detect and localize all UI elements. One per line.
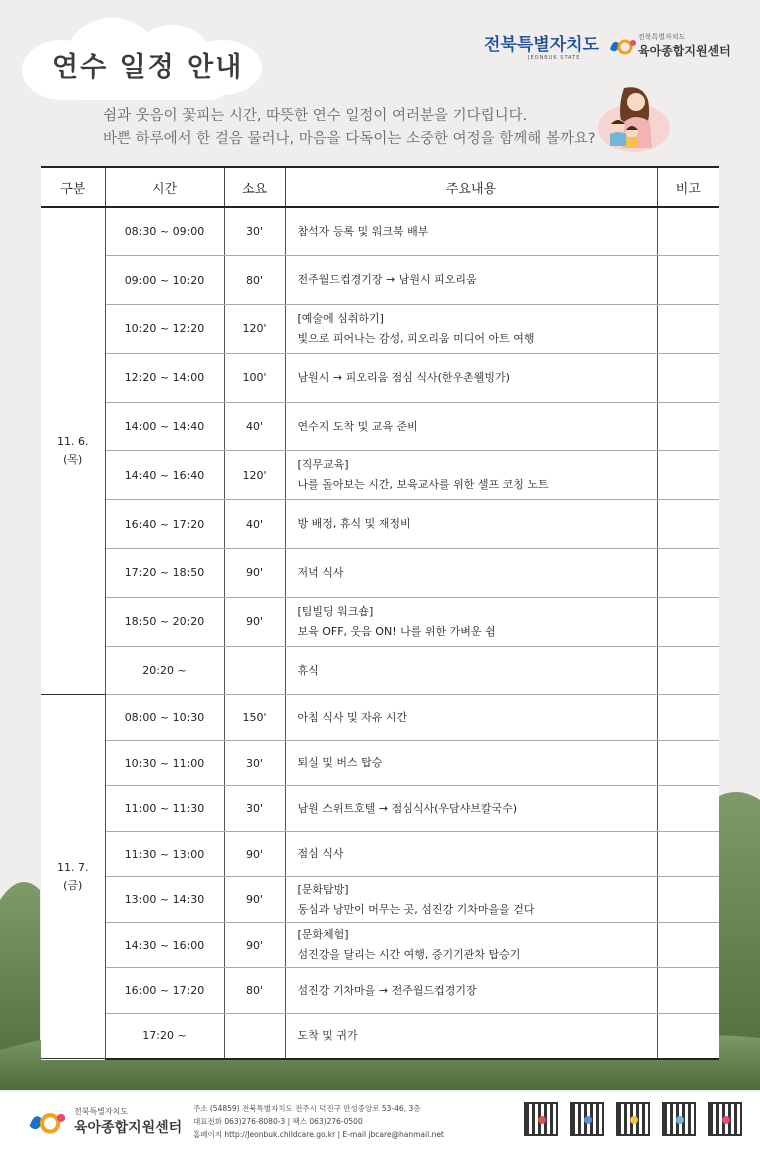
time-cell: 13:00 ~ 14:30 bbox=[105, 877, 224, 923]
content-line-1: 방 배정, 휴식 및 재정비 bbox=[297, 517, 411, 531]
content-cell bbox=[285, 922, 657, 968]
duration-cell: 120' bbox=[224, 451, 285, 500]
content-cell bbox=[285, 549, 657, 598]
note-cell bbox=[657, 451, 719, 500]
qr-code-icon[interactable] bbox=[524, 1102, 558, 1136]
time-cell: 14:30 ~ 16:00 bbox=[105, 922, 224, 968]
content-cell bbox=[285, 740, 657, 786]
table-row bbox=[41, 256, 719, 305]
table-row bbox=[41, 451, 719, 500]
childcare-logo-main: 육아종합지원센터 bbox=[638, 44, 731, 58]
content-cell bbox=[285, 695, 657, 741]
content-line-1: 저녁 식사 bbox=[297, 565, 344, 579]
content-line-1: 휴식 bbox=[297, 663, 319, 677]
content-line-1: 점심 식사 bbox=[297, 847, 344, 861]
table-row bbox=[41, 740, 719, 786]
jeonbuk-logo-subtext: JEONBUK STATE bbox=[528, 55, 581, 61]
time-cell: 16:40 ~ 17:20 bbox=[105, 500, 224, 549]
footer-logo-small: 전북특별자치도 bbox=[74, 1107, 129, 1116]
note-cell bbox=[657, 831, 719, 877]
footer-logo-icon bbox=[22, 1107, 70, 1137]
duration-cell: 30' bbox=[224, 740, 285, 786]
content-cell bbox=[285, 207, 657, 256]
time-cell: 10:30 ~ 11:00 bbox=[105, 740, 224, 786]
table-row bbox=[41, 968, 719, 1014]
content-line-1: 연수지 도착 및 교육 준비 bbox=[297, 419, 418, 433]
content-cell bbox=[285, 256, 657, 305]
duration-cell: 30' bbox=[224, 786, 285, 832]
note-cell bbox=[657, 597, 719, 646]
time-cell: 14:00 ~ 14:40 bbox=[105, 402, 224, 451]
time-cell: 20:20 ~ bbox=[105, 646, 224, 695]
day-date: 11. 7. bbox=[57, 860, 89, 874]
note-cell bbox=[657, 922, 719, 968]
content-cell bbox=[285, 877, 657, 923]
duration-cell: 100' bbox=[224, 353, 285, 402]
content-cell bbox=[285, 402, 657, 451]
note-cell bbox=[657, 353, 719, 402]
duration-cell: 40' bbox=[224, 402, 285, 451]
duration-cell: 80' bbox=[224, 968, 285, 1014]
duration-cell bbox=[224, 646, 285, 695]
note-cell bbox=[657, 1013, 719, 1059]
note-cell bbox=[657, 305, 719, 354]
content-line-1: [팀빌딩 워크숍] bbox=[297, 604, 374, 618]
content-cell bbox=[285, 451, 657, 500]
table-row bbox=[41, 402, 719, 451]
note-cell bbox=[657, 968, 719, 1014]
header-category: 구분 bbox=[41, 167, 105, 207]
schedule-table bbox=[41, 166, 719, 1060]
day-weekday: (금) bbox=[63, 878, 83, 892]
content-line-1: 참석자 등록 및 워크북 배부 bbox=[297, 224, 429, 238]
header-duration: 소요 bbox=[224, 167, 285, 207]
childcare-center-logo bbox=[606, 32, 731, 59]
content-line-1: 섬진강 기차마을 → 전주월드컵경기장 bbox=[297, 983, 477, 997]
content-line-1: [문화탐방] bbox=[297, 882, 349, 896]
content-line-1: 퇴실 및 버스 탑승 bbox=[297, 756, 383, 770]
page-title: 연수 일정 안내 bbox=[52, 52, 244, 83]
content-line-1: 도착 및 귀가 bbox=[297, 1028, 358, 1042]
table-row bbox=[41, 831, 719, 877]
note-cell bbox=[657, 786, 719, 832]
note-cell bbox=[657, 402, 719, 451]
qr-code-icon[interactable] bbox=[708, 1102, 742, 1136]
content-line-2: 보육 OFF, 웃음 ON! 나를 위한 가벼운 쉼 bbox=[297, 624, 496, 638]
footer-contact-info bbox=[193, 1102, 444, 1141]
note-cell bbox=[657, 207, 719, 256]
content-cell bbox=[285, 597, 657, 646]
table-row bbox=[41, 597, 719, 646]
header-content: 주요내용 bbox=[285, 167, 657, 207]
day-weekday: (목) bbox=[63, 453, 83, 467]
content-cell bbox=[285, 968, 657, 1014]
content-line-1: [예술에 심취하기] bbox=[297, 311, 384, 325]
header-note: 비고 bbox=[657, 167, 719, 207]
duration-cell bbox=[224, 1013, 285, 1059]
duration-cell: 90' bbox=[224, 597, 285, 646]
intro-text bbox=[103, 105, 596, 151]
footer-logo bbox=[22, 1106, 182, 1137]
duration-cell: 90' bbox=[224, 877, 285, 923]
day-cell bbox=[41, 207, 105, 695]
table-row bbox=[41, 1013, 719, 1059]
table-row bbox=[41, 877, 719, 923]
time-cell: 10:20 ~ 12:20 bbox=[105, 305, 224, 354]
time-cell: 11:00 ~ 11:30 bbox=[105, 786, 224, 832]
duration-cell: 90' bbox=[224, 831, 285, 877]
mother-children-illustration bbox=[594, 82, 674, 156]
footer-address: 주소 (54859) 전북특별자치도 전주시 덕진구 만성중앙로 53-46, 3층 bbox=[193, 1104, 421, 1113]
content-cell bbox=[285, 646, 657, 695]
footer-logo-main: 육아종합지원센터 bbox=[74, 1120, 183, 1136]
note-cell bbox=[657, 740, 719, 786]
childcare-logo-small: 전북특별자치도 bbox=[638, 33, 686, 41]
content-line-1: 전주월드컵경기장 → 남원시 피오리움 bbox=[297, 273, 477, 287]
content-cell bbox=[285, 831, 657, 877]
time-cell: 16:00 ~ 17:20 bbox=[105, 968, 224, 1014]
content-line-2: 나를 돌아보는 시간, 보육교사를 위한 셀프 코칭 노트 bbox=[297, 478, 549, 492]
intro-line-1: 쉼과 웃음이 꽃피는 시간, 따뜻한 연수 일정이 여러분을 기다립니다. bbox=[103, 108, 528, 124]
footer-web[interactable]: 홈페이지 http://Jeonbuk.childcare.go.kr | E-mail jbcare@hanmail.net bbox=[193, 1130, 444, 1139]
table-row bbox=[41, 695, 719, 741]
duration-cell: 80' bbox=[224, 256, 285, 305]
time-cell: 09:00 ~ 10:20 bbox=[105, 256, 224, 305]
duration-cell: 40' bbox=[224, 500, 285, 549]
jeonbuk-logo bbox=[484, 30, 599, 61]
note-cell bbox=[657, 877, 719, 923]
note-cell bbox=[657, 695, 719, 741]
qr-code-group bbox=[524, 1102, 742, 1136]
table-row bbox=[41, 786, 719, 832]
footer-phone: 대표전화 063)276-8080-3 | 팩스 063)276-0500 bbox=[193, 1117, 363, 1126]
table-row bbox=[41, 922, 719, 968]
duration-cell: 90' bbox=[224, 922, 285, 968]
table-row bbox=[41, 207, 719, 256]
day-cell bbox=[41, 695, 105, 1059]
content-cell bbox=[285, 305, 657, 354]
intro-line-2: 바쁜 하루에서 한 걸음 물러나, 마음을 다독이는 소중한 여정을 함께해 볼까요? bbox=[103, 131, 596, 147]
content-line-1: 아침 식사 및 자유 시간 bbox=[297, 710, 408, 724]
table-row bbox=[41, 549, 719, 598]
table-row bbox=[41, 305, 719, 354]
table-row bbox=[41, 646, 719, 695]
note-cell bbox=[657, 549, 719, 598]
duration-cell: 150' bbox=[224, 695, 285, 741]
time-cell: 08:30 ~ 09:00 bbox=[105, 207, 224, 256]
content-line-2: 섬진강을 달리는 시간 여행, 증기기관차 탑승기 bbox=[297, 948, 521, 962]
qr-code-icon[interactable] bbox=[662, 1102, 696, 1136]
note-cell bbox=[657, 646, 719, 695]
duration-cell: 90' bbox=[224, 549, 285, 598]
content-cell bbox=[285, 353, 657, 402]
time-cell: 12:20 ~ 14:00 bbox=[105, 353, 224, 402]
note-cell bbox=[657, 500, 719, 549]
duration-cell: 30' bbox=[224, 207, 285, 256]
header-time: 시간 bbox=[105, 167, 224, 207]
duration-cell: 120' bbox=[224, 305, 285, 354]
content-line-1: [문화체험] bbox=[297, 928, 349, 942]
jeonbuk-logo-text: 전북특별자치도 bbox=[484, 35, 599, 55]
table-row bbox=[41, 353, 719, 402]
content-line-1: [직무교육] bbox=[297, 458, 349, 472]
qr-code-icon[interactable] bbox=[616, 1102, 650, 1136]
content-cell bbox=[285, 786, 657, 832]
time-cell: 17:20 ~ 18:50 bbox=[105, 549, 224, 598]
content-line-1: 남원시 → 피오리움 점심 식사(한우촌웰빙가) bbox=[297, 370, 510, 384]
content-line-1: 남원 스위트호텔 → 점심식사(우담샤브칼국수) bbox=[297, 801, 518, 815]
content-line-2: 빛으로 피어나는 감성, 피오리움 미디어 아트 여행 bbox=[297, 331, 535, 345]
qr-code-icon[interactable] bbox=[570, 1102, 604, 1136]
note-cell bbox=[657, 256, 719, 305]
content-line-2: 동심과 낭만이 머무는 곳, 섬진강 기차마을을 걷다 bbox=[297, 902, 535, 916]
content-cell bbox=[285, 1013, 657, 1059]
time-cell: 11:30 ~ 13:00 bbox=[105, 831, 224, 877]
time-cell: 08:00 ~ 10:30 bbox=[105, 695, 224, 741]
time-cell: 14:40 ~ 16:40 bbox=[105, 451, 224, 500]
time-cell: 17:20 ~ bbox=[105, 1013, 224, 1059]
day-date: 11. 6. bbox=[57, 435, 89, 449]
time-cell: 18:50 ~ 20:20 bbox=[105, 597, 224, 646]
content-cell bbox=[285, 500, 657, 549]
footer bbox=[0, 1092, 760, 1150]
table-row bbox=[41, 500, 719, 549]
childcare-logo-icon bbox=[606, 35, 638, 57]
table-header-row bbox=[41, 167, 719, 207]
